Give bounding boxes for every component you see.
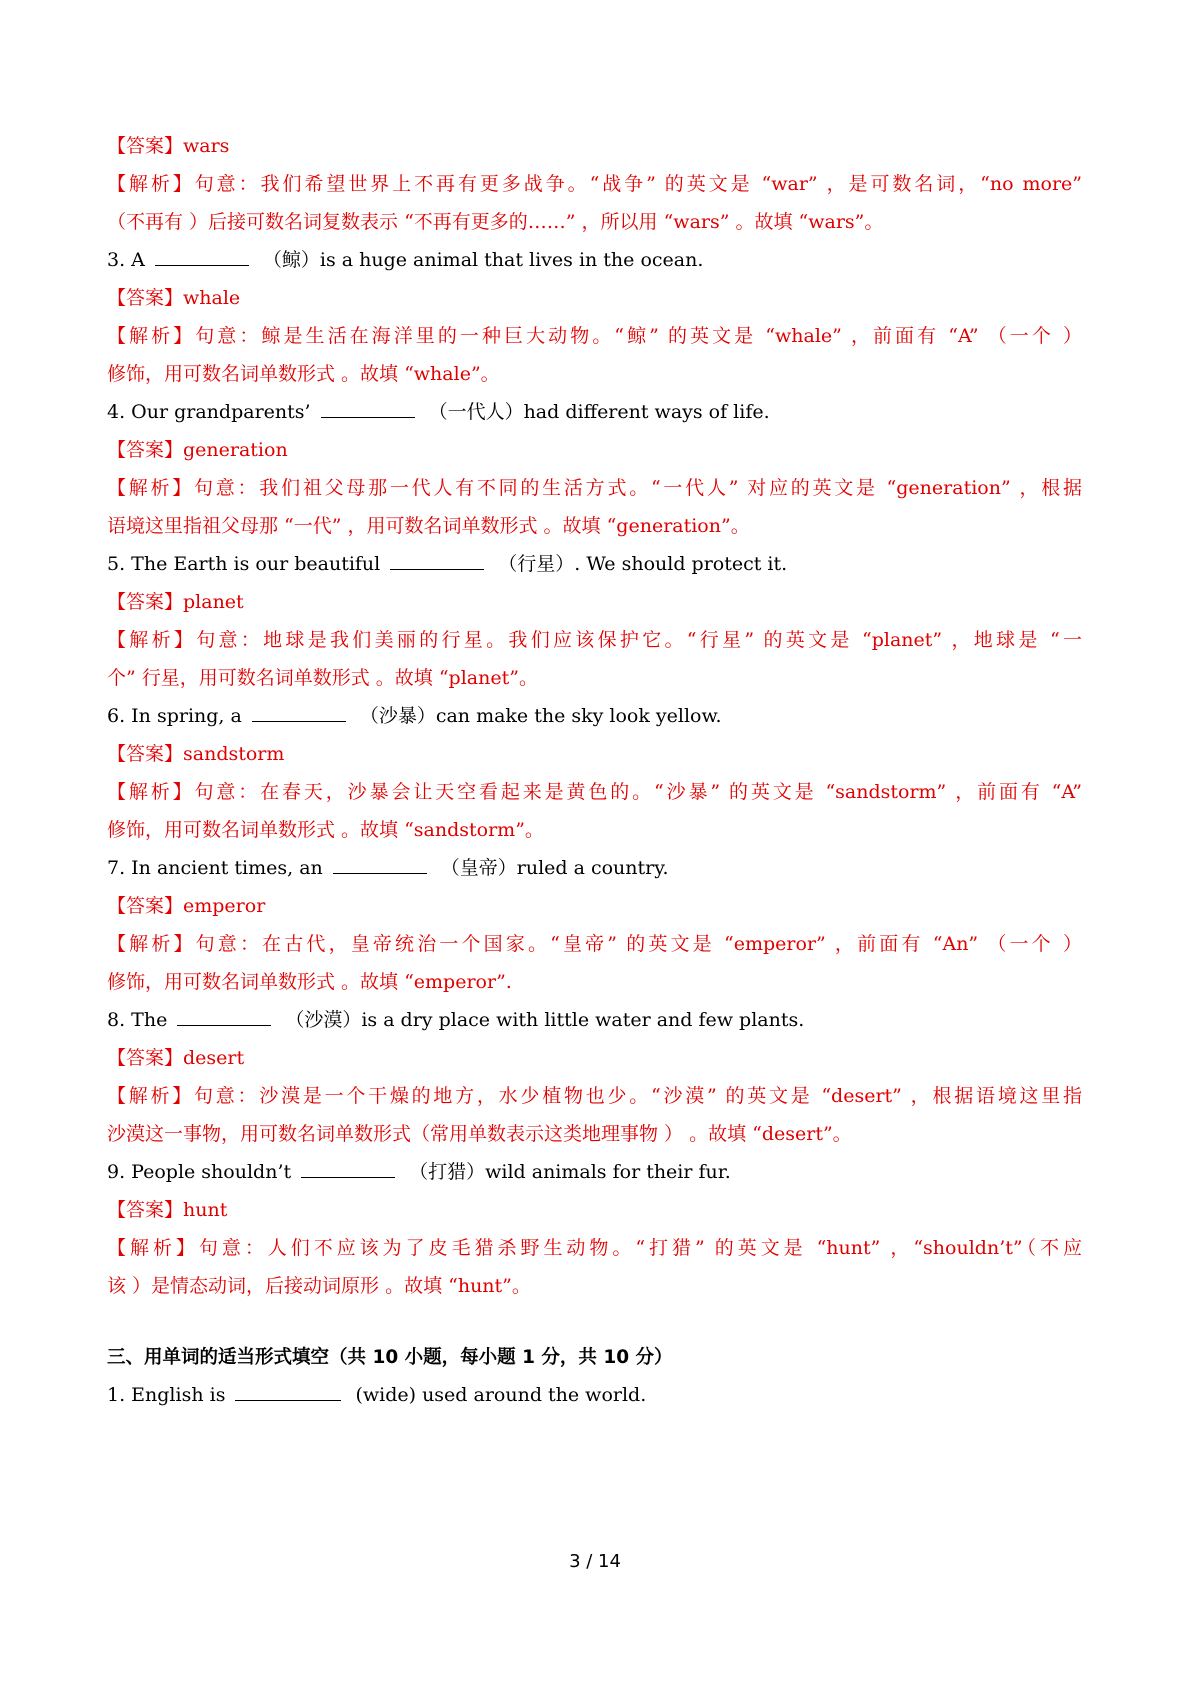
analysis-q8-line2: 沙漠这一事物，用可数名词单数形式（常用单数表示这类地理事物 ） 。故填 “desert”。 <box>107 1123 852 1145</box>
question-7-suffix: （皇帝）ruled a country. <box>440 857 669 879</box>
question-6-suffix: （沙暴）can make the sky look yellow. <box>359 705 722 727</box>
analysis-q7-line2: 修饰，用可数名词单数形式 。故填 “emperor”. <box>107 971 512 993</box>
section3-question-1-prefix: 1. English is <box>107 1384 226 1406</box>
analysis-q8-line1: 【解析】句意：沙漠是一个干燥的地方，水少植物也少。“沙漠” 的英文是 “desert” ，根据语境这里指 <box>107 1085 1082 1107</box>
answer-q4: 【答案】generation <box>107 439 288 461</box>
question-7 <box>107 855 1082 881</box>
question-6 <box>107 703 1082 729</box>
question-9 <box>107 1159 1082 1185</box>
section-heading: 三、用单词的适当形式填空（共 10 小题，每小题 1 分，共 10 分） <box>107 1347 673 1368</box>
answer-blank <box>155 249 249 266</box>
analysis-q3-line1: 【解析】句意：鲸是生活在海洋里的一种巨大动物。“鲸” 的英文是 “whale” ，前面有 “A” （一个 ） <box>107 325 1082 347</box>
question-5 <box>107 551 1082 577</box>
analysis-q7-line1: 【解析】句意：在古代，皇帝统治一个国家。“皇帝” 的英文是 “emperor” ，前面有 “An” （一个 ） <box>107 933 1082 955</box>
analysis-q2-line2: （不再有 ）后接可数名词复数表示 “不再有更多的……” ，所以用 “wars” 。故填 “wars”。 <box>107 211 884 233</box>
question-9-prefix: 9. People shouldn’t <box>107 1161 292 1183</box>
answer-q5: 【答案】planet <box>107 591 244 613</box>
question-3 <box>107 247 1082 273</box>
answer-q8: 【答案】desert <box>107 1047 245 1069</box>
question-4 <box>107 399 1082 425</box>
analysis-q5-line2: 个” 行星，用可数名词单数形式 。故填 “planet”。 <box>107 667 538 689</box>
answer-blank <box>235 1384 341 1401</box>
answer-blank <box>252 705 346 722</box>
question-5-prefix: 5. The Earth is our beautiful <box>107 553 381 575</box>
question-8-suffix: （沙漠）is a dry place with little water and few plants. <box>285 1009 805 1031</box>
question-9-suffix: （打猎）wild animals for their fur. <box>409 1161 731 1183</box>
answer-blank <box>321 401 415 418</box>
analysis-q4-line2: 语境这里指祖父母那 “一代” ，用可数名词单数形式 。故填 “generation”。 <box>107 515 750 537</box>
answer-blank <box>177 1009 271 1026</box>
question-4-suffix: （一代人）had different ways of life. <box>428 401 770 423</box>
analysis-q5-line1: 【解析】句意：地球是我们美丽的行星。我们应该保护它。“行星” 的英文是 “planet” ，地球是 “一 <box>107 629 1082 651</box>
question-4-prefix: 4. Our grandparents’ <box>107 401 311 423</box>
answer-q7: 【答案】emperor <box>107 895 266 917</box>
question-3-prefix: 3. A <box>107 249 145 271</box>
answer-blank <box>390 553 484 570</box>
analysis-q6-line1: 【解析】句意：在春天，沙暴会让天空看起来是黄色的。“沙暴” 的英文是 “sandstorm” ，前面有 “A” <box>107 781 1082 803</box>
question-6-prefix: 6. In spring, a <box>107 705 242 727</box>
question-5-suffix: （行星）. We should protect it. <box>498 553 788 575</box>
answer-q6: 【答案】sandstorm <box>107 743 285 765</box>
analysis-q6-line2: 修饰，用可数名词单数形式 。故填 “sandstorm”。 <box>107 819 544 841</box>
answer-blank <box>333 857 427 874</box>
section3-question-1 <box>107 1382 1082 1408</box>
answer-q2: 【答案】wars <box>107 135 230 157</box>
question-3-suffix: （鲸）is a huge animal that lives in the ocean. <box>262 249 704 271</box>
question-7-prefix: 7. In ancient times, an <box>107 857 323 879</box>
analysis-q4-line1: 【解析】句意：我们祖父母那一代人有不同的生活方式。“一代人” 对应的英文是 “generation” ，根据 <box>107 477 1082 499</box>
question-8 <box>107 1007 1082 1033</box>
analysis-q9-line2: 该 ）是情态动词，后接动词原形 。故填 “hunt”。 <box>107 1275 531 1297</box>
analysis-q3-line2: 修饰，用可数名词单数形式 。故填 “whale”。 <box>107 363 500 385</box>
page-number: 3 / 14 <box>569 1551 621 1572</box>
answer-blank <box>301 1161 395 1178</box>
answer-q3: 【答案】whale <box>107 287 241 309</box>
answer-q9: 【答案】hunt <box>107 1199 228 1221</box>
question-8-prefix: 8. The <box>107 1009 168 1031</box>
analysis-q9-line1: 【解析】句意：人们不应该为了皮毛猎杀野生动物。“打猎” 的英文是 “hunt” ，“shouldn’t”（不应 <box>107 1237 1082 1259</box>
analysis-q2-line1: 【解析】句意：我们希望世界上不再有更多战争。“战争” 的英文是 “war” ，是可数名词，“no more” <box>107 173 1082 195</box>
section3-question-1-suffix: (wide) used around the world. <box>355 1384 647 1406</box>
